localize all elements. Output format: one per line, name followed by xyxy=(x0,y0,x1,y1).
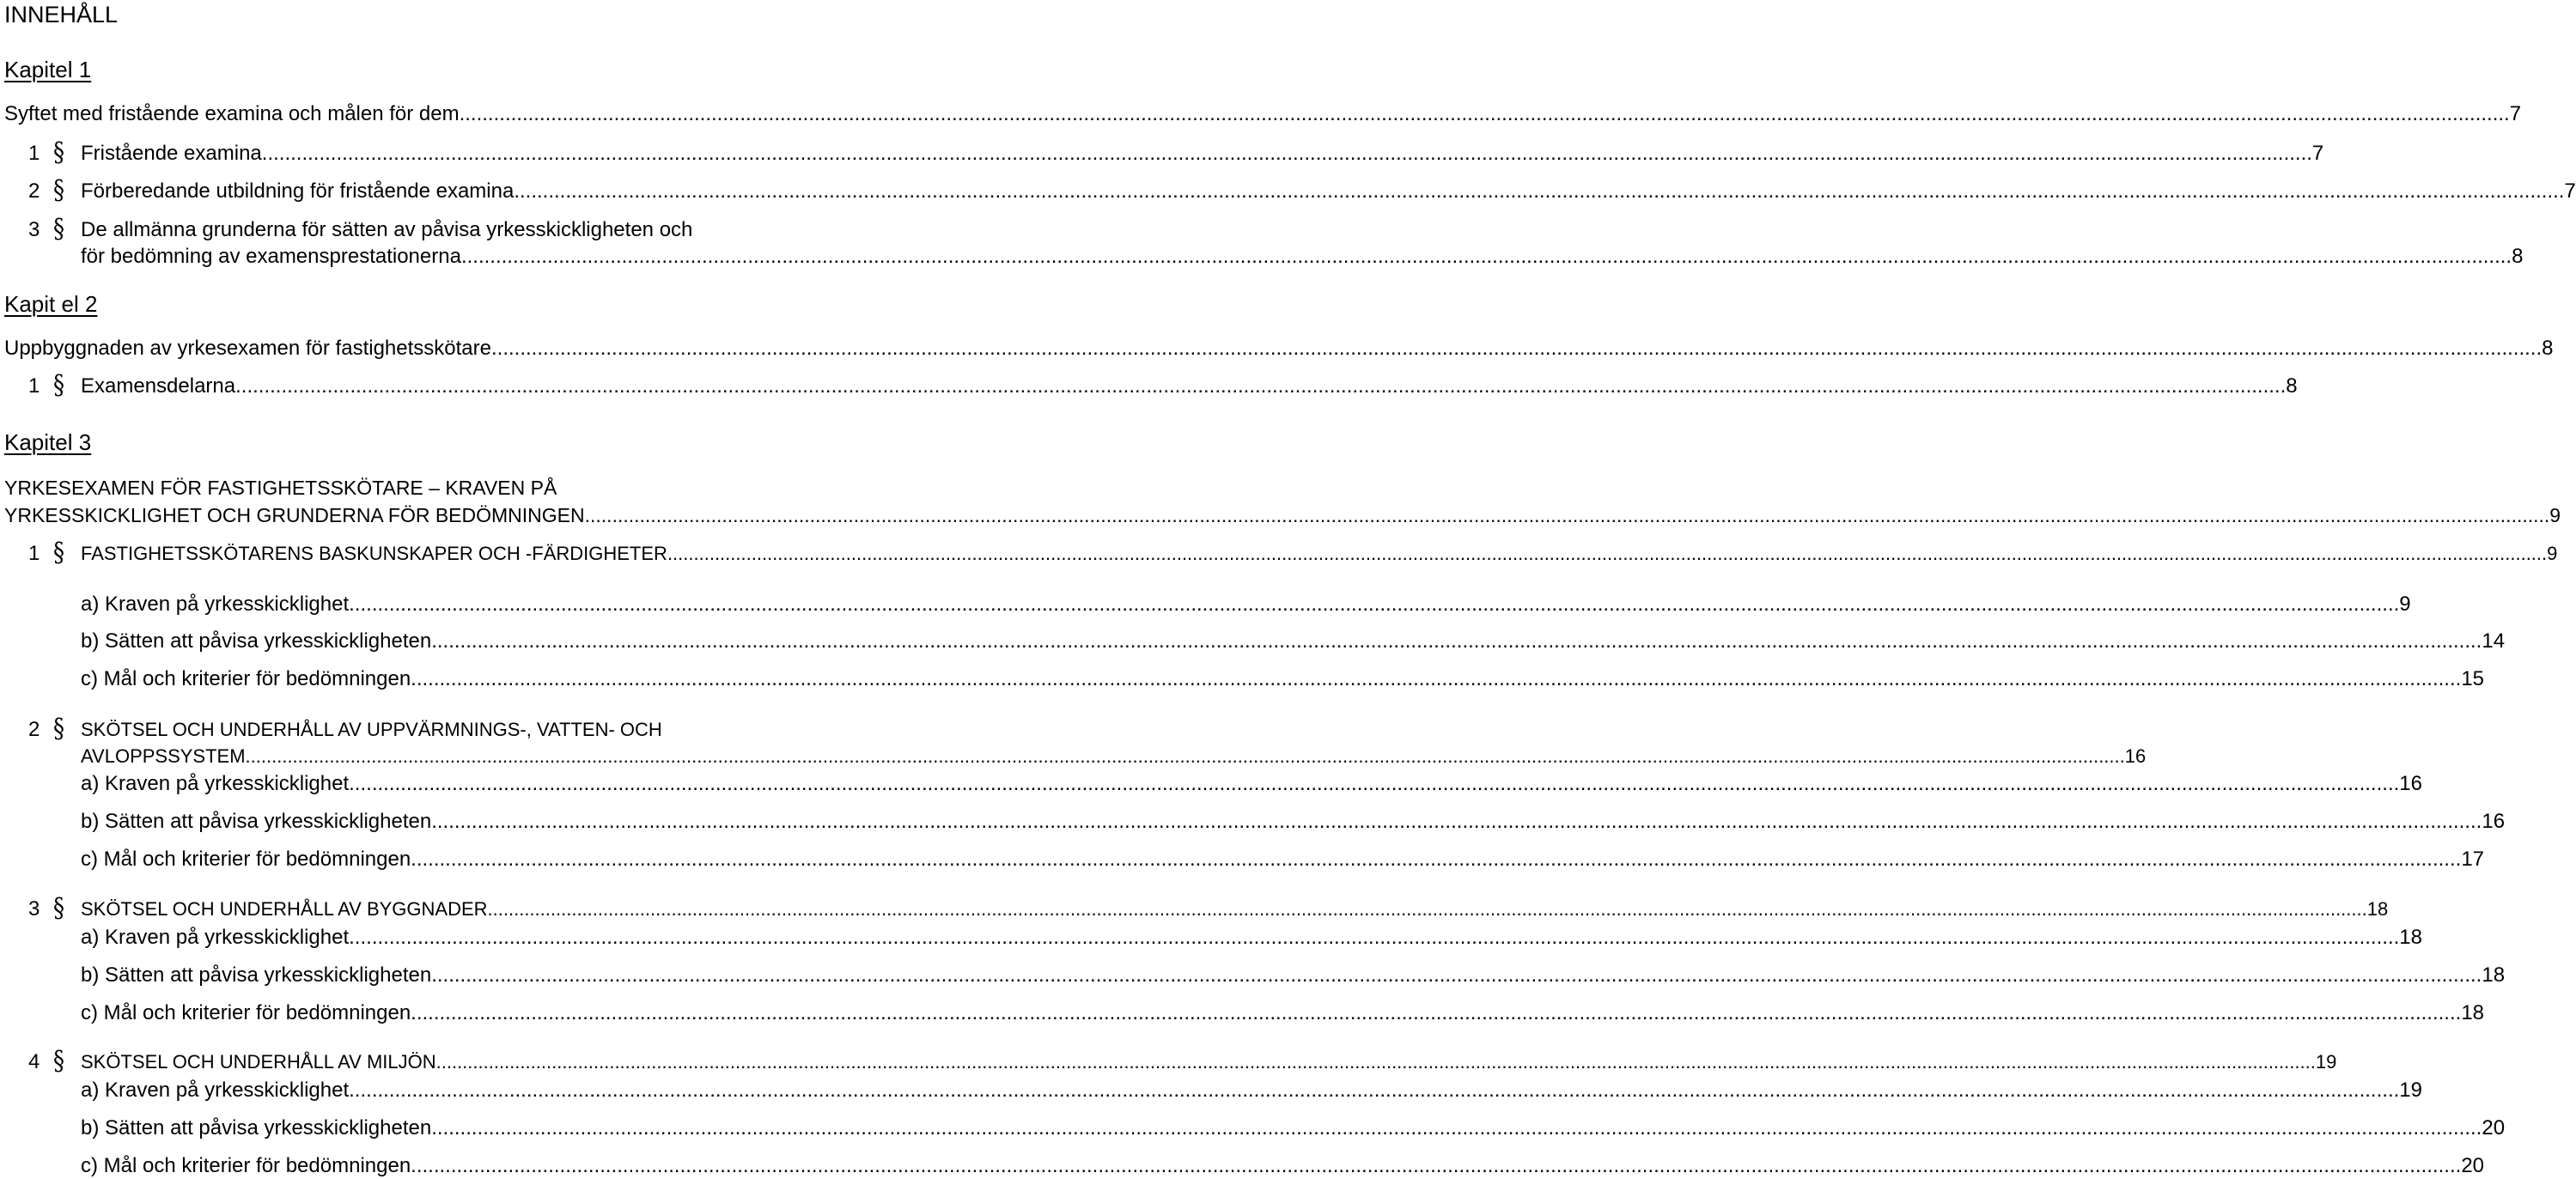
page-number: 15 xyxy=(2461,667,2485,690)
paragraph-sign-icon: § xyxy=(53,1046,64,1077)
leader-dots xyxy=(488,896,2367,922)
toc-entry-text: c) Mål och kriterier för bedömningen xyxy=(81,848,411,871)
toc-item-ch3-s2-b[interactable] xyxy=(81,809,2506,835)
leader-dots xyxy=(667,541,2547,567)
leader-dots xyxy=(491,336,2542,362)
toc-entry-ch3-s1[interactable] xyxy=(81,541,2558,567)
page-number: 7 xyxy=(2311,142,2324,165)
page-number: 8 xyxy=(2286,374,2298,398)
toc-entry-ch3-s3[interactable] xyxy=(81,896,2389,922)
paragraph-sign-icon: § xyxy=(53,214,64,245)
page-number: 20 xyxy=(2482,1116,2506,1139)
paragraph-sign-icon: § xyxy=(53,714,64,744)
leader-dots xyxy=(436,1049,2316,1075)
toc-entry-text: b) Sätten att påvisa yrkesskickligheten xyxy=(81,1116,432,1139)
chapter-2-heading[interactable] xyxy=(4,336,2554,362)
leader-dots xyxy=(411,1000,2461,1026)
toc-item-ch3-s1-c[interactable] xyxy=(81,666,2485,692)
toc-entry-text: SKÖTSEL OCH UNDERHÅLL AV MILJÖN xyxy=(81,1051,436,1073)
page-number: 7 xyxy=(2509,102,2522,125)
chapter-1-heading[interactable] xyxy=(4,101,2522,127)
page-number: 18 xyxy=(2482,963,2506,987)
section-number: 1 xyxy=(28,542,40,565)
toc-entry-text: Förberedande utbildning för fristående examina xyxy=(81,179,515,203)
toc-entry-text: c) Mål och kriterier för bedömningen xyxy=(81,667,411,690)
toc-entry-text: Syftet med fristående examina och målen för dem xyxy=(4,102,460,125)
toc-entry-ch1-s1[interactable] xyxy=(81,141,2324,167)
leader-dots xyxy=(431,809,2482,835)
chapter-2-label[interactable]: Kapit el 2 xyxy=(4,291,98,317)
leader-dots xyxy=(461,244,2512,270)
toc-entry-ch1-s3[interactable] xyxy=(81,244,2524,270)
section-number: 2 xyxy=(28,179,40,203)
page-number: 19 xyxy=(2399,1079,2422,1102)
toc-entry-text: Fristående examina xyxy=(81,142,262,165)
toc-entry-text: SKÖTSEL OCH UNDERHÅLL AV BYGGNADER xyxy=(81,898,488,920)
chapter-1-label[interactable]: Kapitel 1 xyxy=(4,57,92,82)
leader-dots xyxy=(349,925,2399,951)
section-number: 3 xyxy=(28,897,40,921)
leader-dots xyxy=(431,629,2482,654)
toc-entry-text: Uppbyggnaden av yrkesexamen för fastighetsskötare xyxy=(4,337,491,360)
toc-entry-text: c) Mål och kriterier för bedömningen xyxy=(81,1001,411,1024)
paragraph-sign-icon: § xyxy=(53,137,64,168)
leader-dots xyxy=(246,744,2125,769)
page-number: 9 xyxy=(2399,593,2411,616)
leader-dots xyxy=(431,1115,2482,1141)
section-number: 1 xyxy=(28,374,40,398)
chapter-3-heading[interactable] xyxy=(4,502,2561,528)
toc-item-ch3-s4-c[interactable] xyxy=(81,1153,2485,1179)
paragraph-sign-icon: § xyxy=(53,538,64,568)
section-number: 2 xyxy=(28,718,40,741)
toc-entry-text: YRKESSKICKLIGHET OCH GRUNDERNA FÖR BEDÖMNINGEN xyxy=(4,504,585,526)
toc-item-ch3-s1-b[interactable] xyxy=(81,629,2506,654)
toc-entry-text: AVLOPPSSYSTEM xyxy=(81,745,246,767)
toc-entry-ch1-s3-line1[interactable]: De allmänna grunderna för sätten av påvisa yrkesskickligheten och xyxy=(81,218,693,241)
toc-entry-text: för bedömning av examensprestationerna xyxy=(81,245,461,268)
toc-entry-text: b) Sätten att påvisa yrkesskickligheten xyxy=(81,810,432,833)
paragraph-sign-icon: § xyxy=(53,175,64,206)
page-number: 18 xyxy=(2399,926,2422,949)
toc-entry-text: b) Sätten att påvisa yrkesskickligheten xyxy=(81,963,432,987)
toc-item-ch3-s4-a[interactable] xyxy=(81,1078,2422,1103)
toc-entry-text: FASTIGHETSSKÖTARENS BASKUNSKAPER OCH -FÄRDIGHETER xyxy=(81,543,667,564)
page-number: 9 xyxy=(2549,504,2561,526)
page-number: 7 xyxy=(2564,179,2576,203)
toc-item-ch3-s2-c[interactable] xyxy=(81,847,2485,872)
leader-dots xyxy=(514,179,2564,204)
toc-entry-ch3-s2-line1[interactable]: SKÖTSEL OCH UNDERHÅLL AV UPPVÄRMNINGS-, VATTEN- OCH xyxy=(81,719,662,740)
leader-dots xyxy=(431,963,2482,988)
section-number: 4 xyxy=(28,1050,40,1073)
leader-dots xyxy=(349,592,2399,617)
chapter-3-label[interactable]: Kapitel 3 xyxy=(4,429,92,455)
leader-dots xyxy=(349,1078,2399,1103)
leader-dots xyxy=(262,141,2312,167)
toc-entry-text: Examensdelarna xyxy=(81,374,236,398)
page-number: 17 xyxy=(2461,848,2485,871)
page-number: 14 xyxy=(2482,629,2506,653)
page-number: 16 xyxy=(2482,810,2506,833)
paragraph-sign-icon: § xyxy=(53,893,64,924)
toc-entry-ch1-s2[interactable] xyxy=(81,179,2576,204)
toc-entry-text: a) Kraven på yrkesskicklighet xyxy=(81,926,350,949)
leader-dots xyxy=(411,666,2461,692)
leader-dots xyxy=(585,502,2550,528)
toc-entry-text: c) Mål och kriterier för bedömningen xyxy=(81,1154,411,1177)
page-number: 20 xyxy=(2461,1154,2485,1177)
page-number: 9 xyxy=(2547,543,2558,564)
leader-dots xyxy=(411,1153,2461,1179)
toc-entry-text: b) Sätten att påvisa yrkesskickligheten xyxy=(81,629,432,653)
page-number: 8 xyxy=(2512,245,2524,268)
toc-item-ch3-s3-b[interactable] xyxy=(81,963,2506,988)
chapter-3-heading-line1[interactable]: YRKESEXAMEN FÖR FASTIGHETSSKÖTARE – KRAVEN PÅ xyxy=(4,477,557,499)
toc-item-ch3-s1-a[interactable] xyxy=(81,592,2411,617)
leader-dots xyxy=(460,101,2510,127)
page-number: 18 xyxy=(2461,1001,2485,1024)
leader-dots xyxy=(235,374,2286,399)
page-number: 18 xyxy=(2366,898,2389,920)
toc-entry-text: a) Kraven på yrkesskicklighet xyxy=(81,593,350,616)
toc-entry-text: a) Kraven på yrkesskicklighet xyxy=(81,772,350,795)
section-number: 3 xyxy=(28,218,40,241)
toc-title: INNEHÅLL xyxy=(4,2,119,27)
page-number: 16 xyxy=(2124,745,2147,767)
page-number: 19 xyxy=(2315,1051,2337,1073)
toc-entry-ch3-s2[interactable] xyxy=(81,744,2147,769)
section-number: 1 xyxy=(28,142,40,165)
paragraph-sign-icon: § xyxy=(53,370,64,401)
toc-item-ch3-s3-c[interactable] xyxy=(81,1000,2485,1026)
toc-item-ch3-s3-a[interactable] xyxy=(81,925,2422,951)
toc-entry-ch2-s1[interactable] xyxy=(81,374,2298,399)
page-number: 8 xyxy=(2542,337,2554,360)
leader-dots xyxy=(411,847,2461,872)
toc-item-ch3-s4-b[interactable] xyxy=(81,1115,2506,1141)
toc-entry-ch3-s4[interactable] xyxy=(81,1049,2337,1075)
page-number: 16 xyxy=(2399,772,2422,795)
toc-entry-text: a) Kraven på yrkesskicklighet xyxy=(81,1079,350,1102)
toc-item-ch3-s2-a[interactable] xyxy=(81,771,2422,797)
leader-dots xyxy=(349,771,2399,797)
